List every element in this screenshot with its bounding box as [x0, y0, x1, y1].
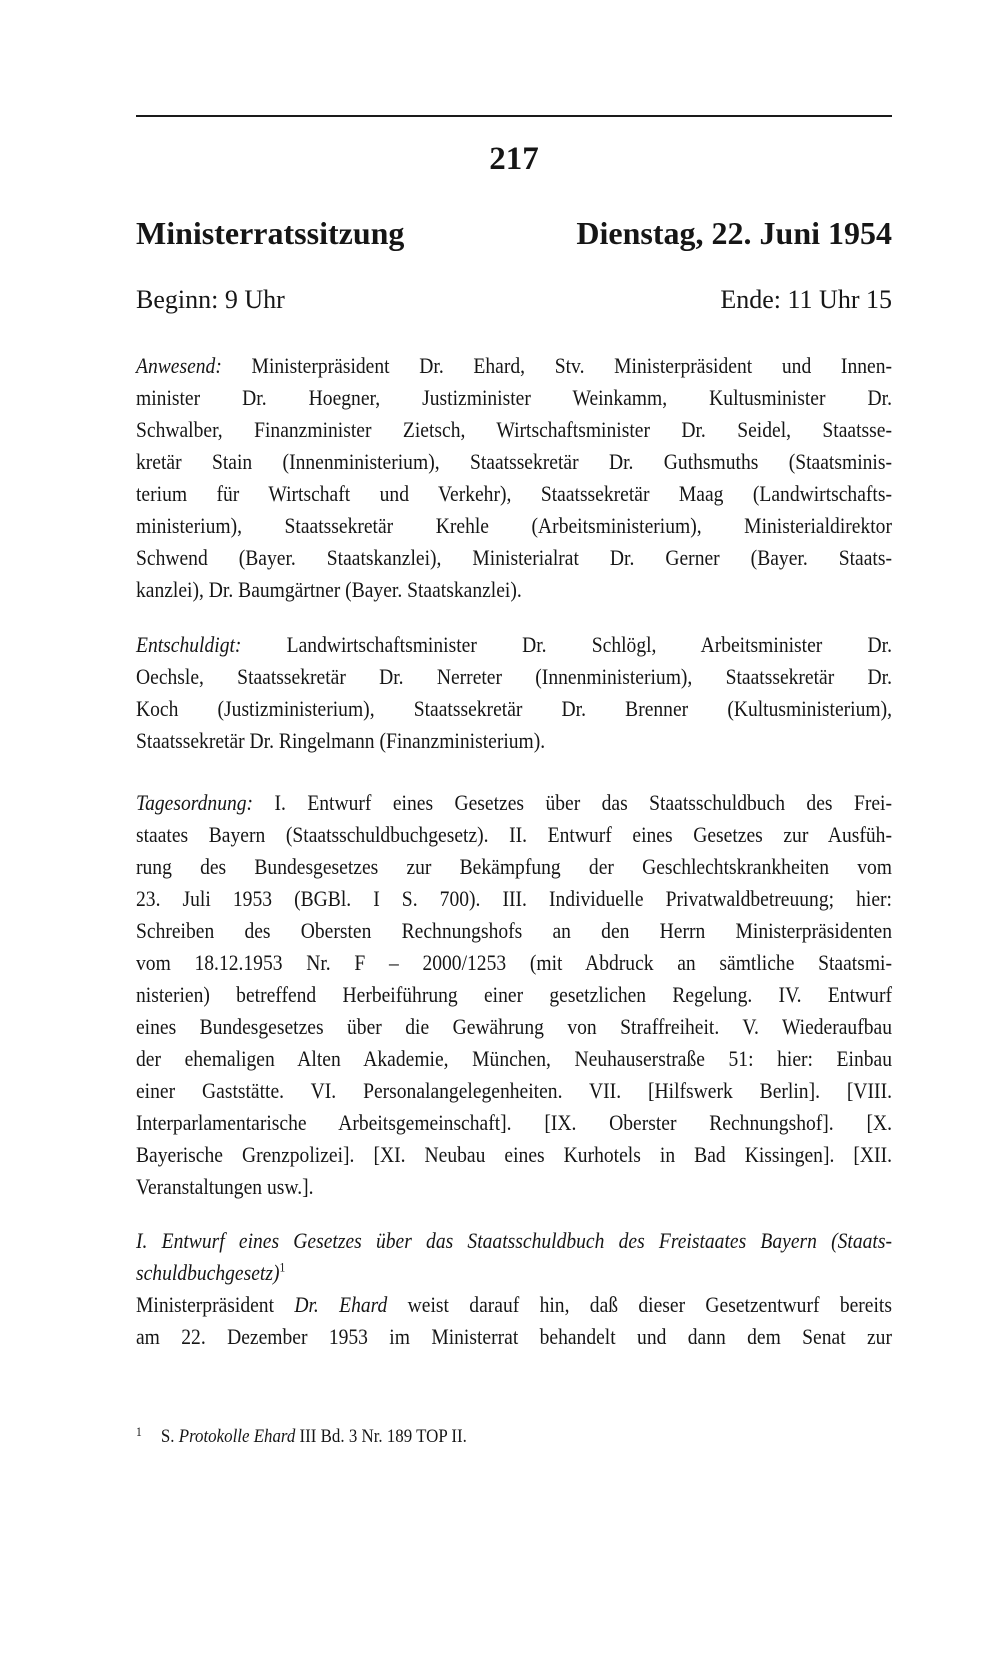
text-line — [136, 510, 892, 542]
text-line — [136, 915, 892, 947]
text-line — [136, 979, 892, 1011]
text-segment: der ehemaligen Alten Akademie, München, Neuhauserstraße 51: hier: Einbau — [136, 1046, 892, 1071]
text-segment: Oechsle, Staatssekretär Dr. Nerreter (Innenministerium), Staatssekretär Dr. — [136, 664, 892, 689]
text-segment: III Bd. 3 Nr. 189 TOP II. — [295, 1426, 467, 1447]
text-segment: Koch (Justizministerium), Staatssekretär Dr. Brenner (Kultusministerium), — [136, 696, 892, 721]
text-segment: Schwalber, Finanzminister Zietsch, Wirtschaftsminister Dr. Seidel, Staatsse- — [136, 417, 892, 442]
text-line — [136, 1321, 892, 1353]
paragraph-body — [136, 1289, 892, 1353]
page-number: 217 — [489, 141, 539, 177]
text-line — [136, 693, 892, 725]
text-line — [136, 787, 892, 819]
header-rule — [136, 115, 892, 117]
text-line — [136, 478, 892, 510]
text-line — [136, 1043, 892, 1075]
text-segment: Veranstaltungen usw.]. — [136, 1174, 314, 1199]
text-line — [136, 1011, 892, 1043]
session-times — [136, 285, 892, 315]
text-segment: Tagesordnung: — [136, 790, 254, 815]
text-segment: Protokolle Ehard — [178, 1426, 296, 1447]
text-segment: Staatssekretär Dr. Ringelmann (Finanzministerium). — [136, 728, 546, 753]
text-segment: schuldbuchgesetz) — [136, 1260, 280, 1285]
text-segment: ministerium), Staatssekretär Krehle (Arbeitsministerium), Ministerialdirektor — [136, 513, 892, 538]
text-segment: weist darauf hin, daß dieser Gesetzentwurf bereits — [387, 1292, 892, 1317]
text-segment: einer Gaststätte. VI. Personalangelegenheiten. VII. [Hilfswerk Berlin]. [VIII. — [136, 1078, 892, 1103]
text-line — [136, 661, 892, 693]
text-segment: terium für Wirtschaft und Verkehr), Staatssekretär Maag (Landwirtschafts- — [136, 481, 892, 506]
text-line — [136, 1257, 892, 1289]
text-segment: Ministerpräsident — [136, 1292, 295, 1317]
footnote-marker: 1 — [136, 1424, 142, 1439]
text-line — [136, 1289, 892, 1321]
text-line — [136, 574, 892, 606]
text-line — [136, 1139, 892, 1171]
text-segment: Dr. Ehard — [294, 1292, 388, 1317]
text-segment: eines Bundesgesetzes über die Gewährung von Straffreiheit. V. Wiederaufbau — [136, 1014, 892, 1039]
paragraph-tagesordnung — [136, 787, 892, 1203]
text-segment: I. Entwurf eines Gesetzes über das Staatsschuldbuch des Freistaates Bayern (Staats- — [136, 1228, 892, 1253]
text-line — [136, 1225, 892, 1257]
text-segment: Schwend (Bayer. Staatskanzlei), Ministerialrat Dr. Gerner (Bayer. Staats- — [136, 545, 892, 570]
text-segment: S. — [160, 1426, 179, 1447]
text-line — [136, 851, 892, 883]
text-segment: Entschuldigt: — [136, 632, 242, 657]
text-line — [136, 819, 892, 851]
text-segment: nisterien) betreffend Herbeiführung einer gesetzlichen Regelung. IV. Entwurf — [136, 982, 892, 1007]
text-line — [136, 350, 892, 382]
text-segment: am 22. Dezember 1953 im Ministerrat behandelt und dann dem Senat zur — [136, 1324, 892, 1349]
paragraph-entschuldigt — [136, 629, 892, 757]
begin-time: Beginn: 9 Uhr — [136, 285, 285, 314]
text-segment: Ministerpräsident Dr. Ehard, Stv. Ministerpräsident und Innen- — [221, 353, 892, 378]
text-line — [136, 725, 892, 757]
text-segment: Bayerische Grenzpolizei]. [XI. Neubau eines Kurhotels in Bad Kissingen]. [XII. — [136, 1142, 892, 1167]
text-segment: Interparlamentarische Arbeitsgemeinschaft]. [IX. Oberster Rechnungshof]. [X. — [136, 1110, 892, 1135]
text-line — [136, 1075, 892, 1107]
text-line — [136, 947, 892, 979]
text-segment: Anwesend: — [136, 353, 222, 378]
text-segment: 23. Juli 1953 (BGBl. I S. 700). III. Individuelle Privatwaldbetreuung; hier: — [136, 886, 892, 911]
text-line — [136, 883, 892, 915]
text-line — [136, 542, 892, 574]
text-line — [136, 414, 892, 446]
text-segment: 1 — [279, 1259, 286, 1275]
session-date: Dienstag, 22. Juni 1954 — [576, 215, 892, 251]
footnote-text — [161, 1425, 892, 1449]
end-time: Ende: 11 Uhr 15 — [720, 285, 892, 314]
text-line — [136, 446, 892, 478]
text-line — [136, 1107, 892, 1139]
text-segment: minister Dr. Hoegner, Justizminister Weinkamm, Kultusminister Dr. — [136, 385, 892, 410]
text-line — [136, 382, 892, 414]
text-segment: Landwirtschaftsminister Dr. Schlögl, Arbeitsminister Dr. — [241, 632, 892, 657]
text-segment: kretär Stain (Innenministerium), Staatssekretär Dr. Guthsmuths (Staatsminis- — [136, 449, 892, 474]
text-segment: staates Bayern (Staatsschuldbuchgesetz). II. Entwurf eines Gesetzes zur Ausfüh- — [136, 822, 892, 847]
text-segment: I. Entwurf eines Gesetzes über das Staatsschuldbuch des Frei- — [253, 790, 892, 815]
text-segment: Schreiben des Obersten Rechnungshofs an den Herrn Ministerpräsidenten — [136, 918, 892, 943]
text-line — [136, 629, 892, 661]
session-header — [136, 215, 892, 251]
paragraph-section-heading — [136, 1225, 892, 1289]
session-title: Ministerratssitzung — [136, 215, 405, 251]
text-segment: kanzlei), Dr. Baumgärtner (Bayer. Staatskanzlei). — [136, 577, 522, 602]
content — [136, 350, 892, 1353]
paragraph-anwesend — [136, 350, 892, 606]
text-segment: rung des Bundesgesetzes zur Bekämpfung der Geschlechtskrankheiten vom — [136, 854, 892, 879]
text-line — [136, 1171, 892, 1203]
text-segment: vom 18.12.1953 Nr. F – 2000/1253 (mit Abdruck an sämtliche Staatsmi- — [136, 950, 892, 975]
footnote — [136, 1425, 892, 1449]
